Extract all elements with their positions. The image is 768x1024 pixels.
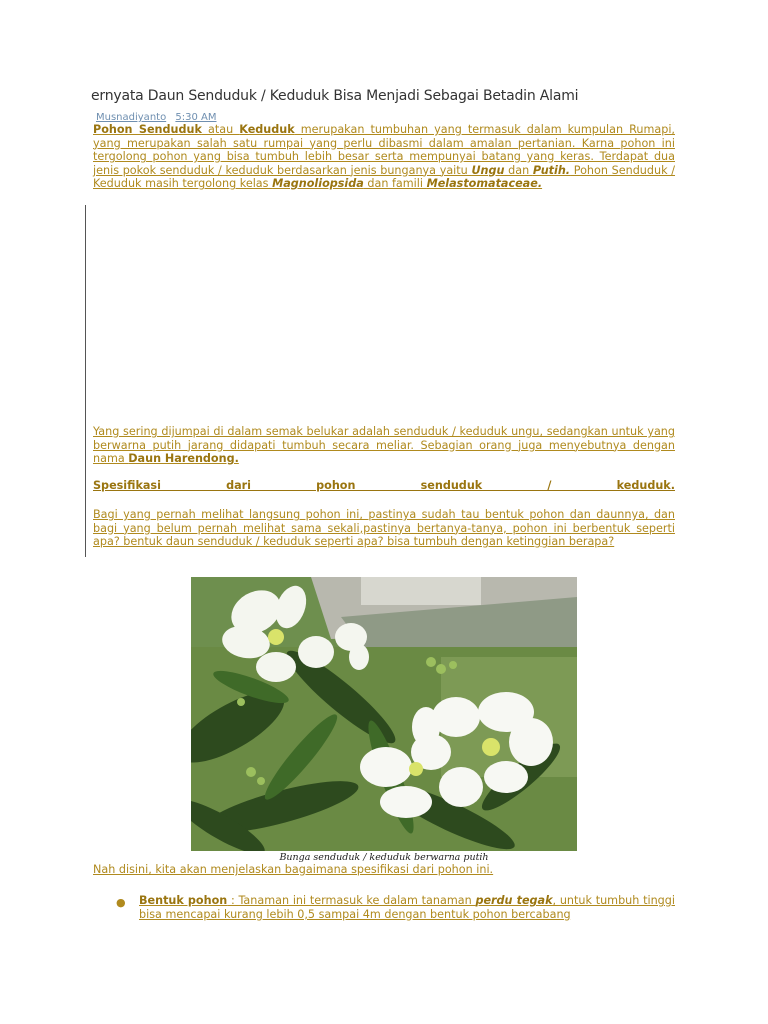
text: dan famili xyxy=(363,177,427,190)
term-ungu: Ungu xyxy=(471,163,505,177)
term-daun-harendong: Daun Harendong. xyxy=(128,452,239,465)
term-pohon-senduduk: Pohon Senduduk xyxy=(93,123,202,136)
term-melastomataceae: Melastomataceae. xyxy=(426,177,543,190)
paragraph-question[interactable]: Bagi yang pernah melihat langsung pohon ini, pastinya sudah tau bentuk pohon dan daunnya, dan bagi yang belum pernah melihat sama sekali,pastinya bertanya-tanya, pohon ini berbentuk seperti apa? bentuk daun senduduk / keduduk seperti apa? bisa tumbuh dengan ketinggian berapa? xyxy=(93,508,675,548)
text: atau xyxy=(201,123,240,136)
text: : Tanaman ini termasuk ke dalam tanaman xyxy=(227,894,476,907)
senduduk-flower-photo xyxy=(191,577,577,851)
left-border-line xyxy=(85,205,86,557)
text: Pohon Senduduk / Keduduk masih tergolong kelas xyxy=(93,163,676,190)
photo-caption: Bunga senduduk / keduduk berwarna putih xyxy=(279,852,489,863)
text: dan xyxy=(504,163,533,177)
text: Yang sering dijumpai di dalam semak belukar adalah senduduk / keduduk ungu, sedangkan untuk yang berwarna putih jarang didapati tumbuh secara meliar. Sebagian orang juga menyebutnya dengan nama xyxy=(93,425,675,465)
term-bentuk-pohon: Bentuk pohon xyxy=(139,894,228,907)
text: , untuk tumbuh tinggi bisa mencapai kurang lebih 0,5 sampai 4m dengan bentuk pohon bercabang xyxy=(139,894,675,921)
timestamp-link[interactable]: 5:30 AM xyxy=(175,112,217,123)
article-title: ernyata Daun Senduduk / Keduduk Bisa Menjadi Sebagai Betadin Alami xyxy=(91,88,579,104)
intro-paragraph[interactable] xyxy=(93,123,675,191)
paragraph-explanation[interactable]: Nah disini, kita akan menjelaskan bagaimana spesifikasi dari pohon ini. xyxy=(93,863,494,876)
text: merupakan tumbuhan yang termasuk dalam kumpulan Rumapi, yang merupakan salah satu rumpai yang perlu dibasmi dalam amalan pertanian. Karna pohon ini tergolong pohon yang bisa tumbuh lebih besar serta mempunyai batang yang keras. Terdapat dua jenis pokok senduduk / keduduk berdasarkan jenis bunganya yaitu xyxy=(93,123,675,177)
author-link[interactable]: Musnadiyanto xyxy=(96,112,167,123)
term-keduduk: Keduduk xyxy=(239,123,295,136)
term-putih: Putih. xyxy=(532,163,571,177)
post-meta xyxy=(96,112,223,123)
paragraph-harendong[interactable] xyxy=(93,425,675,466)
spec-heading[interactable]: Spesifikasi dari pohon senduduk / keduduk. xyxy=(93,479,675,492)
list-bullet: ● xyxy=(116,896,126,909)
list-item-bentuk-pohon[interactable] xyxy=(139,894,675,921)
term-perdu-tegak: perdu tegak xyxy=(475,894,553,907)
term-magnoliopsida: Magnoliopsida xyxy=(272,177,364,190)
